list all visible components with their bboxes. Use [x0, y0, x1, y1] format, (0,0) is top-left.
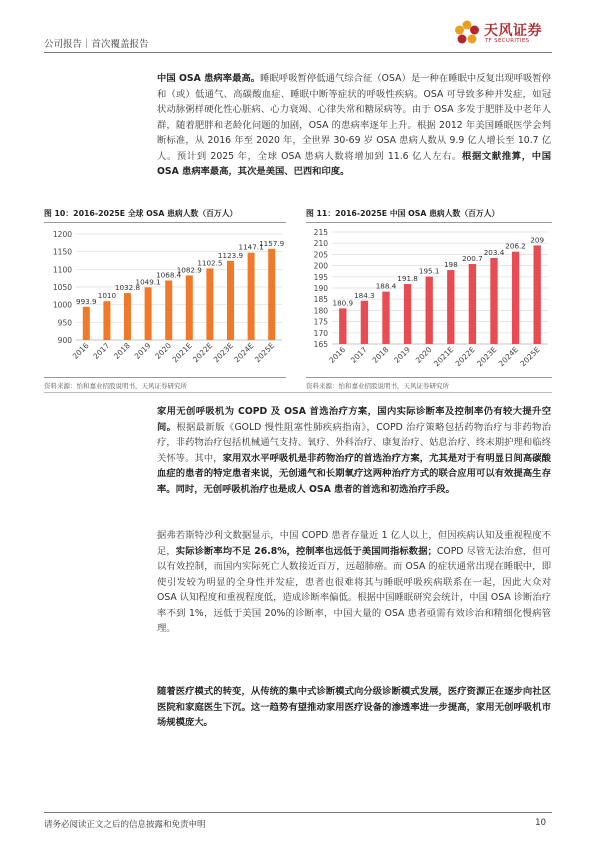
- chart10-title: 图 10：2016-2025E 全球 OSA 患病人数（百万人）: [44, 209, 238, 218]
- x-tick-label: 2016: [327, 345, 348, 365]
- bar: [404, 284, 411, 344]
- y-tick-label: 215: [313, 228, 328, 237]
- data-label: 1010: [97, 291, 117, 301]
- report-type: 公司报告｜首次覆盖报告: [44, 39, 149, 50]
- chart11-title: 图 11：2016-2025E 中国 OSA 患病人数（百万人）: [306, 209, 500, 218]
- bar: [382, 292, 389, 344]
- para2-lead: 家用无创呼吸机为 COPD 及 OSA 首选治疗方案，国内实际诊断率及控制率仍有较大提升空间。: [157, 406, 551, 433]
- x-tick-label: 2020: [413, 345, 434, 365]
- y-tick-label: 210: [313, 239, 328, 249]
- data-label: 203.4: [483, 247, 505, 257]
- data-label: 1147.1: [238, 242, 264, 252]
- para3-a: 据弗若斯特沙利文数据显示，中国 COPD 患者存量近 1 亿人以上，但因疾病认知及重视程度不足，: [157, 530, 551, 557]
- x-tick-label: 2024E: [232, 341, 256, 365]
- paragraph-diagnosis-rate: [157, 528, 551, 637]
- bar: [339, 308, 346, 344]
- section-divider: [44, 392, 552, 393]
- bar: [426, 277, 433, 344]
- paragraph-ventilator-first-choice: [157, 404, 551, 497]
- y-tick-label: 195: [313, 272, 328, 282]
- data-label: 184.3: [354, 290, 375, 300]
- data-label: 180.9: [332, 298, 354, 308]
- bar: [268, 249, 275, 340]
- bar: [534, 245, 541, 344]
- y-tick-label: 900: [57, 336, 72, 345]
- x-tick-label: 2023E: [211, 341, 235, 365]
- x-tick-label: 2018: [112, 341, 132, 361]
- y-tick-label: 1050: [52, 283, 72, 292]
- x-tick-label: 2025E: [518, 345, 542, 369]
- bar: [490, 258, 497, 344]
- para3-b: 实际诊断率均不足 26.8%，控制率也远低于美国同指标数据；: [175, 545, 437, 557]
- chart10-source: 资料来源：怡和嘉业招股说明书，天风证券研究所: [44, 382, 187, 390]
- bar: [469, 264, 476, 344]
- chart-global-osa: [44, 224, 286, 374]
- x-tick-label: 2019: [392, 345, 413, 365]
- x-tick-label: 2021E: [432, 345, 456, 369]
- data-label: 1032.8: [114, 283, 141, 293]
- y-tick-label: 180: [313, 306, 328, 316]
- x-tick-label: 2016: [70, 341, 91, 361]
- x-tick-label: 2020: [153, 341, 174, 361]
- data-label: 195.1: [418, 266, 440, 276]
- y-tick-label: 170: [313, 328, 328, 338]
- data-label: 198: [443, 260, 458, 270]
- company-logo: [452, 18, 552, 48]
- chart-china-osa: [306, 224, 552, 374]
- x-tick-label: 2022E: [191, 341, 215, 365]
- paragraph-osa-prevalence: [157, 71, 551, 180]
- bar: [248, 253, 255, 340]
- bar: [447, 270, 454, 344]
- data-label: 206.2: [505, 241, 526, 251]
- x-tick-label: 2018: [370, 345, 391, 365]
- y-tick-label: 950: [57, 318, 72, 328]
- data-label: 188.4: [375, 281, 397, 291]
- x-tick-label: 2024E: [496, 345, 521, 369]
- para1-lead: 中国 OSA 患病率最高。: [157, 73, 261, 84]
- bar: [206, 268, 213, 340]
- bar: [124, 293, 131, 340]
- data-label: 200.7: [462, 254, 483, 264]
- footer-divider: [44, 812, 552, 813]
- y-tick-label: 1150: [52, 247, 72, 257]
- para1-tail: 根据文献推算，中国 OSA 患病率最高，其次是美国、巴西和印度。: [157, 150, 551, 177]
- data-label: 1157.9: [259, 238, 285, 248]
- data-label: 1102.5: [197, 258, 223, 268]
- chart11-bottom-rule: [306, 377, 552, 378]
- page-header: [44, 0, 552, 58]
- x-tick-label: 2025E: [252, 341, 277, 365]
- y-tick-label: 190: [313, 284, 328, 293]
- y-tick-label: 165: [313, 340, 328, 349]
- x-tick-label: 2023E: [475, 345, 499, 369]
- para4-text: 随着医疗模式的转变，从传统的集中式诊断模式向分级诊断模式发展，医疗资源正在逐步向社区医院和家庭医生下沉。这一趋势有望推动家用医疗设备的渗透率进一步提高，家用无创呼吸机市场规模庞大。: [157, 686, 551, 728]
- chart10-title-rule: [44, 222, 286, 223]
- y-tick-label: 200: [313, 261, 328, 271]
- paragraph-market-trend: [157, 684, 551, 731]
- y-tick-label: 185: [313, 295, 328, 305]
- data-label: 191.8: [397, 273, 418, 283]
- data-label: 993.9: [76, 296, 97, 306]
- x-tick-label: 2022E: [453, 345, 477, 369]
- logo-subtitle: TF SECURITIES: [485, 38, 530, 44]
- flower-logo-icon: [452, 18, 482, 48]
- y-tick-label: 1100: [52, 265, 72, 275]
- x-tick-label: 2017: [348, 345, 369, 365]
- x-tick-label: 2019: [132, 341, 153, 361]
- footer-disclaimer: 请务必阅读正文之后的信息披露和免责申明: [44, 820, 206, 830]
- data-label: 1068.4: [156, 270, 182, 280]
- header-divider: [44, 52, 552, 53]
- chart10-bottom-rule: [44, 377, 286, 378]
- data-label: 1123.9: [217, 250, 244, 260]
- x-tick-label: 2017: [91, 341, 112, 361]
- y-tick-label: 175: [313, 317, 328, 327]
- bar: [227, 261, 234, 340]
- data-label: 1049.1: [135, 277, 161, 287]
- y-tick-label: 1000: [52, 300, 72, 310]
- page-number: 10: [535, 818, 546, 828]
- chart11-source: 资料来源：怡和嘉业招股说明书，天风证券研究所: [306, 382, 449, 390]
- bar: [186, 275, 193, 340]
- para2-body: 根据最新版《GOLD 慢性阻塞性肺疾病指南》，COPD 治疗策略包括药物治疗与非药物治疗，非药物治疗包括机械通气支持、氧疗、外科治疗、康复治疗、姑息治疗、终末期护理和临终关怀等。其中，: [157, 421, 551, 464]
- bar: [165, 280, 172, 340]
- y-tick-label: 205: [313, 250, 328, 260]
- para2-tail: 家用双水平呼吸机是非药物治疗的首选治疗方案，尤其是对于有明显日间高碳酸血症的患者的特定患者来说，无创通气和长期氧疗这两种治疗方式的联合应用可以有效提高生存率。同时，无创呼吸机治疗也是成人 OSA 患者的首选和初选治疗手段。: [157, 452, 551, 495]
- bar: [512, 252, 519, 344]
- chart11-title-rule: [306, 222, 552, 223]
- data-label: 209: [530, 235, 545, 245]
- x-tick-label: 2021E: [170, 341, 194, 365]
- data-label: 1082.9: [176, 265, 202, 275]
- bar: [145, 287, 152, 340]
- para3-c: COPD 尽管无法治愈，但可以有效控制，而国内实际死亡人数接近百万，远超肺癌。而 OSA 的症状通常出现在睡眠中，即使引发较为明显的全身性并发症，患者也很难将其与睡眠呼吸疾病联系在一起，因此大众对 OSA 认知程度和重视程度低，造成诊断率偏低。根据中国睡眠研究会统计，中国 OSA 诊断治疗率不到 1%，远低于美国 20%的诊断率，中国大量的 OSA 患者亟需有效诊治和精细化慢病管理。: [157, 545, 551, 634]
- y-tick-label: 1200: [52, 230, 72, 239]
- bar: [103, 301, 110, 340]
- bar: [83, 307, 90, 340]
- logo-name: 天风证券: [484, 23, 542, 39]
- para1-body: 睡眠呼吸暂停低通气综合征（OSA）是一种在睡眠中反复出现呼吸暂停和（或）低通气、高碳酸血症、睡眠中断等症状的呼吸性疾病。OSA 可导致多种并发症，如冠状动脉粥样硬化性心脏病、心力衰竭、心律失常和糖尿病等。由于 OSA 多发于肥胖及中老年人群，随着肥胖和老龄化问题的加剧，OSA 的患病率逐年上升。根据 2012 年美国睡眠医学会判断标准，从 2016 年至 2020 年，全世界 30-69 岁 OSA 患病人数从 9.9 亿人增长至 10.7 亿人。预计到 2025 年，全球 OSA 患病人数将增加到 11.6 亿人左右。: [157, 73, 551, 162]
- bar: [361, 301, 368, 344]
